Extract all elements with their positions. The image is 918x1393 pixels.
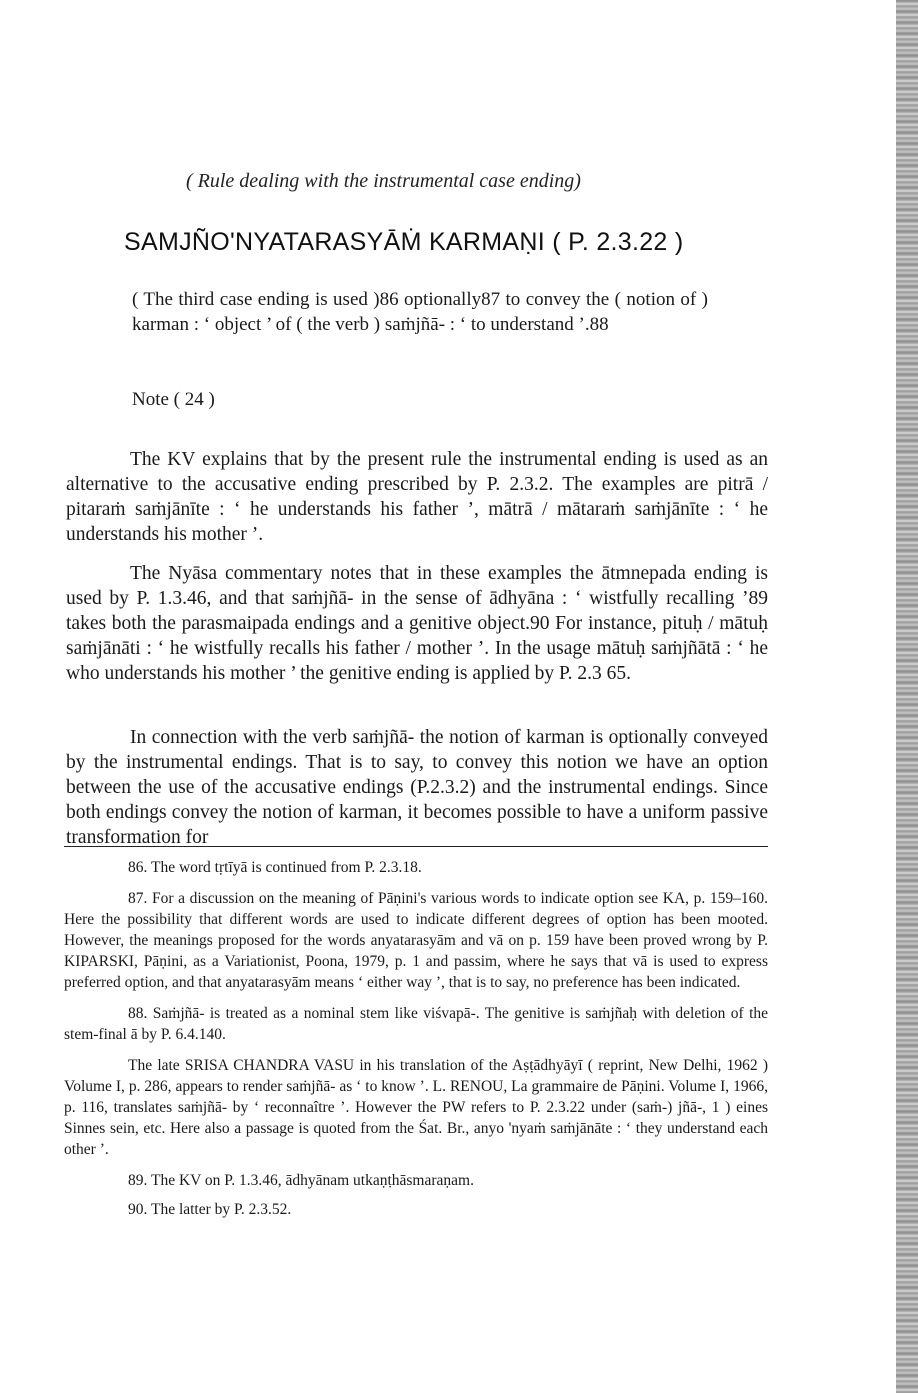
- binding-edge-shadow: [896, 0, 918, 1393]
- footnote: 87. For a discussion on the meaning of Pāṇini's various words to indicate option see KA, p. 159–160. Here the possibility that different words are used to indicate different degrees of option has been mooted. However, the meanings proposed for the words anyatarasyām and vā on p. 159 have been proved wrong by P. KIPARSKI, Pāṇini, as a Variationist, Poona, 1979, p. 1 and passim, where he says that vā is used to express preferred option, and that anyatarasyām means ‘ either way ’, that is to say, no preference has been indicated.: [64, 890, 768, 991]
- footnotes: [64, 857, 768, 1228]
- footnote: The late SRISA CHANDRA VASU in his translation of the Aṣṭādhyāyī ( reprint, New Delhi, 1962 ) Volume I, p. 286, appears to render saṁjñā- as ‘ to know ’. L. RENOU, La grammaire de Pāṇini. Volume I, 1966, p. 116, translates saṁjñā- by ‘ reconnaître ’. However the PW refers to P. 2.3.22 under (saṁ-) jñā-, 1 ) eines Sinnes sein, etc. Here also a passage is quoted from the Śat. Br., anyo 'nyaṁ saṁjānāte : ‘ they understand each other ’.: [64, 1057, 768, 1158]
- note-heading: Note ( 24 ): [132, 389, 215, 410]
- rule-title: SAMJÑO'NYATARASYĀṀ KARMAṆI ( P. 2.3.22 ): [124, 228, 684, 256]
- body-paragraph: The Nyāsa commentary notes that in these examples the ātmnepada ending is used by P. 1.3.46, and that saṁjñā- in the sense of ādhyāna : ‘ wistfully recalling ’89 takes both the parasmaipada endings and a genitive object.90 For instance, pituḥ / mātuḥ saṁjānāti : ‘ he wistfully recalls his father / mother ’. In the usage mātuḥ saṁjñātā : ‘ he who understands his mother ’ the genitive ending is applied by P. 2.3 65.: [66, 562, 768, 684]
- footnote: 88. Saṁjñā- is treated as a nominal stem like viśvapā-. The genitive is saṁjñaḥ with deletion of the stem-final ā by P. 6.4.140.: [64, 1005, 768, 1043]
- body-paragraph: The KV explains that by the present rule the instrumental ending is used as an alternative to the accusative ending prescribed by P. 2.3.2. The examples are pitrā / pitaraṁ saṁjānīte : ‘ he understands his father ’, mātrā / mātaraṁ saṁjānīte : ‘ he understands his mother ’.: [66, 448, 768, 545]
- footnote: 86. The word tṛtīyā is continued from P. 2.3.18.: [128, 859, 422, 876]
- body-paragraph: In connection with the verb saṁjñā- the notion of karman is optionally conveyed by the instrumental endings. That is to say, to convey this notion we have an option between the use of the accusative endings (P.2.3.2) and the instrumental endings. Since both endings convey the notion of karman, it becomes possible to have a uniform passive transformation for: [66, 726, 768, 848]
- rule-caption: ( Rule dealing with the instrumental case ending): [186, 170, 581, 192]
- footnote: 90. The latter by P. 2.3.52.: [128, 1201, 292, 1218]
- rule-translation: ( The third case ending is used )86 optionally87 to convey the ( notion of ) karman : ‘ object ’ of ( the verb ) saṁjñā- : ‘ to understand ’.88: [132, 289, 708, 335]
- footnote: 89. The KV on P. 1.3.46, ādhyānam utkaṇṭhāsmaraṇam.: [128, 1172, 474, 1189]
- footnote-divider: [64, 846, 768, 847]
